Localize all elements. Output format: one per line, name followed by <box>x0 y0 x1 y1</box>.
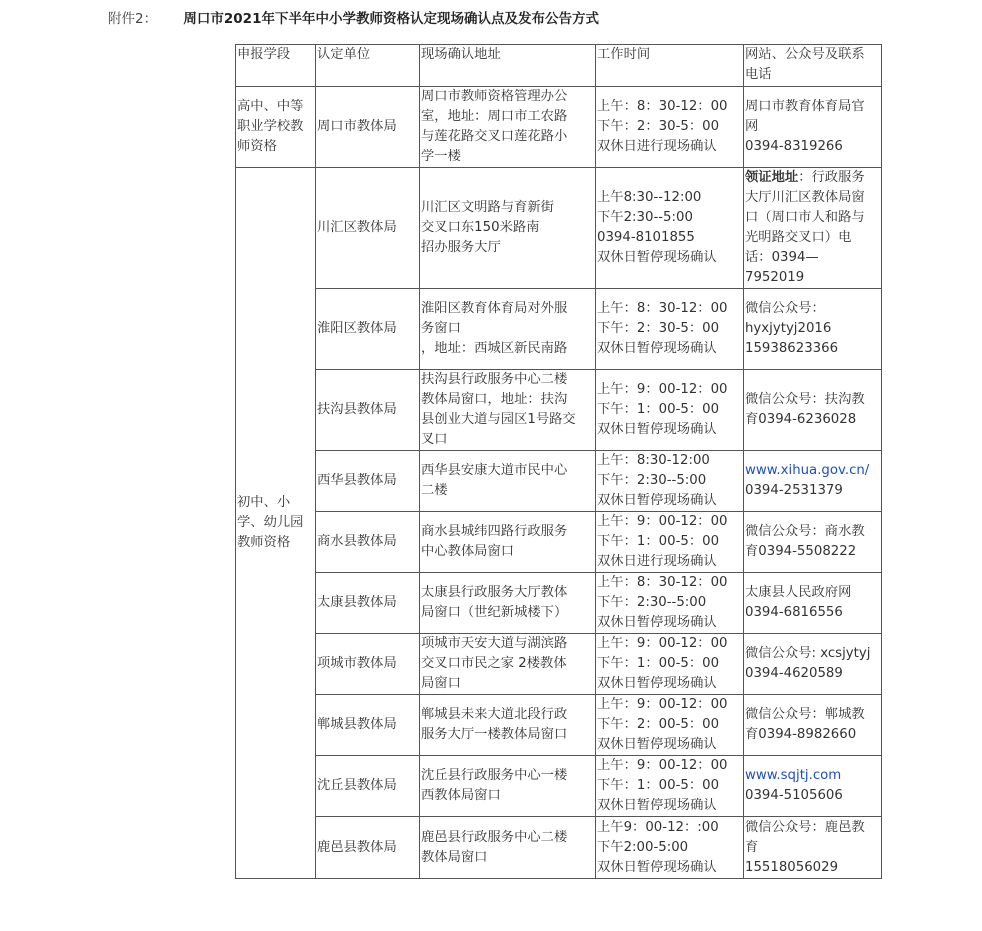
address-cell: 西华县安康大道市民中心 二楼 <box>420 451 596 512</box>
address-cell: 鹿邑县行政服务中心二楼 教体局窗口 <box>420 817 596 879</box>
header-cell-address: 现场确认地址 <box>420 45 596 87</box>
unit-cell: 项城市教体局 <box>316 634 420 695</box>
unit-cell: 周口市教体局 <box>316 87 420 168</box>
address-cell: 川汇区文明路与育新街 交叉口东150米路南 招办服务大厅 <box>420 168 596 289</box>
address-cell: 太康县行政服务大厅教体 局窗口（世纪新城楼下） <box>420 573 596 634</box>
table-header-row <box>236 45 882 87</box>
website-link[interactable]: www.sqjtj.com <box>745 768 842 783</box>
time-cell: 上午9：00-12：:00 下午2:00-5:00 双休日暂停现场确认 <box>596 817 744 879</box>
time-cell: 上午：9：00-12：00 下午：1：00-5：00 双休日暂停现场确认 <box>596 634 744 695</box>
time-cell: 上午：9：00-12：00 下午：1：00-5：00 双休日暂停现场确认 <box>596 756 744 817</box>
contact-cell: 微信公众号：商水教 育0394-5508222 <box>744 512 882 573</box>
unit-cell: 太康县教体局 <box>316 573 420 634</box>
contact-text: ：行政服务 大厅川汇区教体局窗 口（周口市人和路与 光明路交叉口）电 话：0394— 7952019 <box>745 170 865 285</box>
confirmation-points-table <box>235 44 882 879</box>
address-cell: 商水县城纬四路行政服务 中心教体局窗口 <box>420 512 596 573</box>
table-row <box>236 573 882 634</box>
contact-cell: 微信公众号：鹿邑教 育 15518056029 <box>744 817 882 879</box>
contact-phone: 0394-2531379 <box>745 483 843 498</box>
level-cell-middle: 初中、小 学、幼儿园 教师资格 <box>236 168 316 879</box>
contact-cell: 微信公众号： hyxjytyj2016 15938623366 <box>744 289 882 370</box>
time-cell: 上午：8：30-12：00 下午：2：30-5：00 双休日进行现场确认 <box>596 87 744 168</box>
unit-cell: 扶沟县教体局 <box>316 370 420 451</box>
address-cell: 郸城县未来大道北段行政 服务大厅一楼教体局窗口 <box>420 695 596 756</box>
unit-cell: 郸城县教体局 <box>316 695 420 756</box>
table-row <box>236 87 882 168</box>
level-cell-high: 高中、中等 职业学校教 师资格 <box>236 87 316 168</box>
unit-cell: 西华县教体局 <box>316 451 420 512</box>
attachment-label: 附件2： <box>108 11 158 27</box>
time-cell: 上午：8：30-12：00 下午：2:30--5:00 双休日暂停现场确认 <box>596 573 744 634</box>
contact-cell: 微信公众号：扶沟教 育0394-6236028 <box>744 370 882 451</box>
table-row <box>236 695 882 756</box>
header-cell-time: 工作时间 <box>596 45 744 87</box>
time-cell: 上午：9：00-12：00 下午：1：00-5：00 双休日进行现场确认 <box>596 512 744 573</box>
table-row <box>236 168 882 289</box>
header-cell-contact: 网站、公众号及联系 电话 <box>744 45 882 87</box>
address-cell: 扶沟县行政服务中心二楼 教体局窗口，地址：扶沟 县创业大道与园区1号路交 叉口 <box>420 370 596 451</box>
time-cell: 上午：8：30-12：00 下午：2：30-5：00 双休日暂停现场确认 <box>596 289 744 370</box>
contact-cell: 微信公众号: xcsjytyj 0394-4620589 <box>744 634 882 695</box>
unit-cell: 淮阳区教体局 <box>316 289 420 370</box>
document-header <box>108 7 599 27</box>
table-row <box>236 289 882 370</box>
contact-cell: 太康县人民政府网 0394-6816556 <box>744 573 882 634</box>
contact-cell: 微信公众号：郸城教 育0394-8982660 <box>744 695 882 756</box>
time-cell: 上午：9：00-12：00 下午：1：00-5：00 双休日暂停现场确认 <box>596 370 744 451</box>
contact-cell <box>744 168 882 289</box>
contact-phone: 0394-5105606 <box>745 788 843 803</box>
contact-cell <box>744 756 882 817</box>
time-cell: 上午：9：00-12：00 下午：2：00-5：00 双休日暂停现场确认 <box>596 695 744 756</box>
table-row <box>236 817 882 879</box>
contact-bold-label: 领证地址 <box>745 170 799 185</box>
address-cell: 淮阳区教育体育局对外服 务窗口 ，地址：西城区新民南路 <box>420 289 596 370</box>
table-row <box>236 756 882 817</box>
table-row <box>236 370 882 451</box>
contact-cell <box>744 451 882 512</box>
unit-cell: 鹿邑县教体局 <box>316 817 420 879</box>
table-row <box>236 634 882 695</box>
time-cell: 上午：8:30-12:00 下午：2:30--5:00 双休日暂停现场确认 <box>596 451 744 512</box>
website-link[interactable]: www.xihua.gov.cn/ <box>745 463 870 478</box>
address-cell: 沈丘县行政服务中心一楼 西教体局窗口 <box>420 756 596 817</box>
table-row <box>236 512 882 573</box>
time-cell: 上午8:30--12:00 下午2:30--5:00 0394-8101855 双休日暂停现场确认 <box>596 168 744 289</box>
table-row <box>236 451 882 512</box>
header-cell-level: 申报学段 <box>236 45 316 87</box>
unit-cell: 商水县教体局 <box>316 512 420 573</box>
header-cell-unit: 认定单位 <box>316 45 420 87</box>
address-cell: 项城市天安大道与湖滨路 交叉口市民之家 2楼教体 局窗口 <box>420 634 596 695</box>
contact-cell: 周口市教育体育局官 网 0394-8319266 <box>744 87 882 168</box>
unit-cell: 沈丘县教体局 <box>316 756 420 817</box>
address-cell: 周口市教师资格管理办公 室，地址：周口市工农路 与莲花路交叉口莲花路小 学一楼 <box>420 87 596 168</box>
unit-cell: 川汇区教体局 <box>316 168 420 289</box>
document-title: 周口市2021年下半年中小学教师资格认定现场确认点及发布公告方式 <box>183 11 599 27</box>
